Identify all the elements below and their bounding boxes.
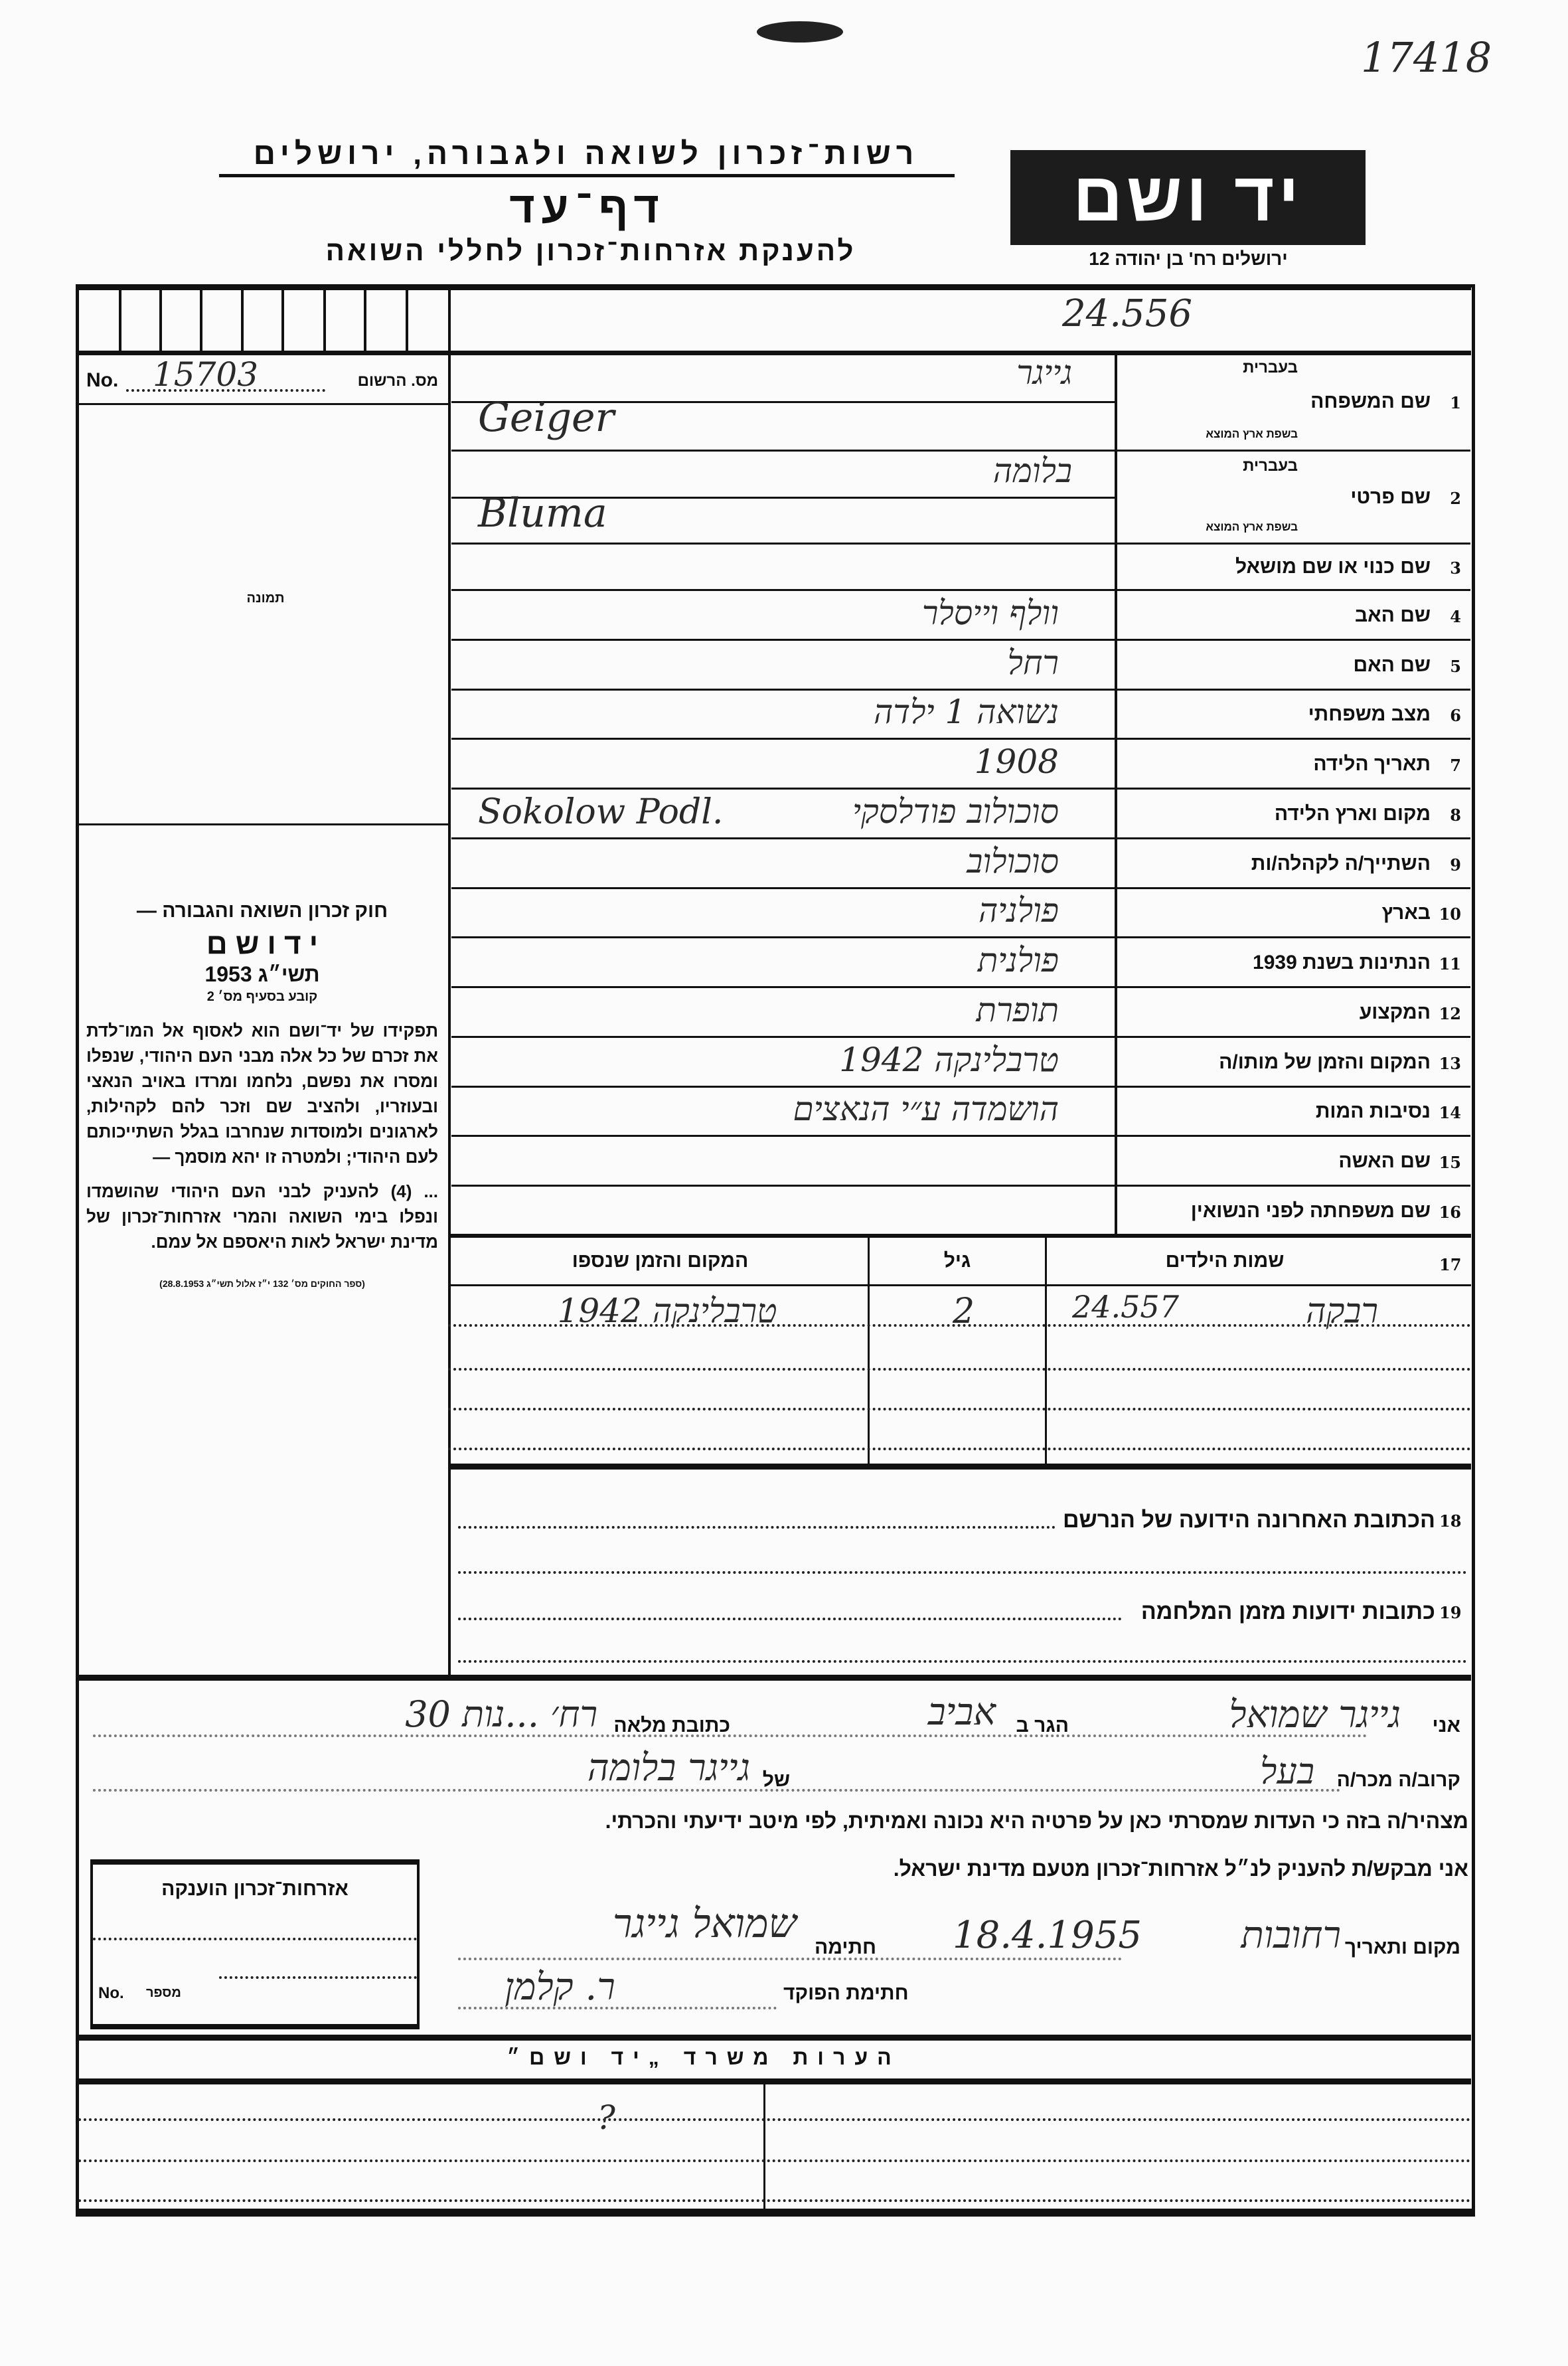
form-title: דף־עד — [509, 183, 666, 232]
place-date-label: מקום ותאריך — [1344, 1936, 1460, 1958]
logo-text: יד ושם — [1073, 159, 1303, 236]
full-address-label: כתובת מלאה — [613, 1715, 730, 1736]
registration-divider — [78, 403, 448, 405]
notes-header-border — [78, 2078, 1471, 2084]
field-value[interactable]: הושמדה ע״י הנאצים — [793, 1090, 1059, 1128]
i-label: אני — [1432, 1715, 1460, 1736]
hebrew-sublabel: בעברית — [1243, 457, 1298, 475]
field-number: 3 — [1450, 558, 1461, 578]
children-row-line — [448, 1448, 1471, 1450]
law-section: קובע בסעיף מס׳ 2 — [206, 989, 318, 1004]
field-row-2 — [451, 452, 1470, 545]
field-row-3 — [451, 545, 1470, 591]
children-row-line — [448, 1368, 1471, 1371]
notes-line[interactable] — [78, 2199, 1471, 2202]
law-heading: חוק זכרון השואה והגבורה — — [136, 900, 388, 922]
field-label: מקום וארץ הלידה — [1274, 802, 1431, 825]
children-header-age: גיל — [943, 1250, 971, 1272]
law-year: תשי״ג 1953 — [204, 962, 320, 986]
field-number: 14 — [1439, 1103, 1461, 1122]
office-notes-title: הערות משרד „יד ושם״ — [507, 2045, 901, 2069]
field-value[interactable]: נשואה 1 ילדה — [874, 693, 1059, 731]
yad-vashem-logo — [1010, 150, 1366, 245]
field-value[interactable]: תופרת — [976, 990, 1059, 1029]
code-box-divider — [241, 286, 244, 352]
law-name: י ד ו ש ם — [206, 928, 319, 960]
field-value[interactable]: פולניה — [978, 891, 1059, 930]
declarant-dotted-line — [93, 1734, 1368, 1737]
children-bottom-border — [448, 1464, 1471, 1470]
law-citation: (ספר החוקים מס׳ 132 י״ז אלול תשי״ג 28.8.1953) — [159, 1278, 365, 1289]
field-number: 16 — [1439, 1202, 1461, 1222]
field-value[interactable]: בלומה — [992, 452, 1072, 490]
citizenship-number-line — [219, 1976, 417, 1979]
wartime-addresses-field[interactable] — [458, 1618, 1122, 1620]
relation-line — [86, 1746, 1460, 1801]
field-row-11 — [451, 938, 1470, 988]
foreign-sublabel: בשפת ארץ המוצא — [1206, 428, 1298, 440]
field-value[interactable]: 1908 — [974, 742, 1059, 781]
field-label: תאריך הלידה — [1313, 752, 1431, 775]
code-box-divider — [364, 286, 366, 352]
ink-smudge — [757, 21, 843, 42]
children-header-place-time: המקום והזמן שנספו — [572, 1250, 749, 1272]
field-row-10 — [451, 889, 1470, 938]
address: ירושלים רח' בן יהודה 12 — [1089, 248, 1288, 269]
field-value[interactable]: סוכולוב פודלסקי — [852, 792, 1059, 831]
notes-mark: ? — [597, 2098, 615, 2137]
field-label: שם האשה — [1338, 1149, 1431, 1172]
citizenship-box — [90, 1859, 420, 2029]
form-subtitle: להענקת אזרחות־זכרון לחללי השואה — [325, 235, 856, 266]
field-label: בארץ — [1381, 902, 1431, 924]
hebrew-sublabel: בעברית — [1243, 359, 1298, 377]
header-underline — [219, 174, 955, 177]
of-label: של — [762, 1769, 790, 1791]
field-row-5 — [451, 641, 1470, 691]
field-value[interactable]: וולף וייסלר — [921, 593, 1059, 632]
field-label: מצב משפחתי — [1308, 703, 1431, 725]
field-row-8 — [451, 790, 1470, 839]
declaration-top-border — [78, 1675, 1471, 1681]
field-number: 12 — [1439, 1003, 1461, 1023]
code-box-divider — [281, 286, 284, 352]
field-value-foreign[interactable]: Geiger — [478, 394, 615, 441]
field-label: שם האם — [1353, 653, 1431, 676]
lives-in-label: הגר ב — [1016, 1715, 1069, 1736]
children-col-divider-1 — [868, 1236, 870, 1466]
field-value[interactable]: רחל — [1007, 643, 1059, 682]
children-row-line — [448, 1408, 1471, 1410]
children-col-divider-2 — [1045, 1236, 1047, 1466]
field-label: שם פרטי — [1350, 486, 1431, 508]
registration-no-label: No. — [86, 369, 119, 391]
wartime-addresses-num: 19 — [1439, 1603, 1462, 1622]
statement-1: מצהיר/ה בזה כי העדות שמסרתי כאן על פרטיה היא נכונה ואמיתית, לפי מיטב ידיעתי והכרתי. — [605, 1809, 1468, 1833]
children-header-names: שמות הילדים — [1165, 1250, 1285, 1272]
notes-top-border — [78, 2035, 1471, 2041]
declarant-address[interactable]: רח׳ ...נות 30 — [405, 1693, 597, 1735]
field-label: הנתינות בשנת 1939 — [1253, 951, 1431, 973]
signature-dotted-line — [458, 1958, 1122, 1960]
field-row-15 — [451, 1137, 1470, 1187]
field-row-7 — [451, 740, 1470, 790]
last-address-label: הכתובת האחרונה הידועה של הנרשם — [1062, 1507, 1435, 1533]
children-header-divider — [448, 1284, 1471, 1286]
relation-dotted-line — [93, 1789, 1341, 1792]
field-number: 1 — [1450, 393, 1461, 412]
last-address-field-2[interactable] — [458, 1571, 1467, 1574]
notes-divider — [763, 2082, 765, 2209]
declarant-signature[interactable]: שמואל גייגר — [612, 1901, 797, 1947]
officer-signature-label: חתימת הפוקד — [783, 1982, 909, 2004]
field-number: 11 — [1439, 954, 1461, 973]
citizenship-line — [93, 1938, 417, 1940]
registration-label: מס. הרשום — [357, 372, 438, 390]
field-number: 2 — [1450, 489, 1461, 508]
children-num: 17 — [1439, 1255, 1462, 1274]
field-number: 9 — [1450, 855, 1461, 875]
field-value[interactable]: סוכולוב — [967, 841, 1059, 881]
citizenship-no-label: No. — [98, 1984, 124, 2002]
field-label: שם כנוי או שם מושאל — [1235, 556, 1431, 578]
law-paragraph-1: תפקידו של יד־ושם הוא לאסוף אל המו־לדת את זכרם של כל אלה מבני העם היהודי, שנפלו ומסרו את נפשם, נלחמו ומרדו באויב הנאצי ובעוזריו, ולהציב שם וזכר להם לקהילות, לארגונים ולמוסדות שנחרבו בגלל השתייכותם לעם היהודי; ולמטרה זו יהא מוסמך — — [86, 1021, 438, 1167]
code-box-divider — [406, 286, 408, 352]
field-number: 15 — [1439, 1152, 1461, 1172]
date-value[interactable]: 18.4.1955 — [952, 1914, 1142, 1957]
page-id: 24.556 — [1062, 292, 1192, 335]
field-row-14 — [451, 1088, 1470, 1137]
relation-value[interactable]: בעל — [1260, 1750, 1314, 1792]
archive-number: 17418 — [1361, 33, 1492, 82]
notes-line[interactable] — [78, 2159, 1471, 2162]
foreign-sublabel: בשפת ארץ המוצא — [1206, 521, 1298, 533]
last-address-num: 18 — [1439, 1511, 1462, 1531]
notes-line[interactable] — [78, 2118, 1471, 2121]
field-value[interactable]: פולנית — [977, 940, 1059, 979]
wartime-addresses-field-2[interactable] — [458, 1660, 1467, 1663]
child-place-time: טרבלינקה 1942 — [557, 1292, 777, 1330]
code-box-divider — [119, 286, 121, 352]
field-row-13 — [451, 1038, 1470, 1088]
field-value-foreign[interactable]: Bluma — [478, 490, 607, 537]
authority-name: רשות־זכרון לשואה ולגבורה, ירושלים — [253, 136, 919, 171]
declarant-line — [86, 1691, 1460, 1746]
child-age: 2 — [953, 1292, 975, 1331]
field-label: שם האב — [1354, 604, 1431, 626]
field-number: 13 — [1439, 1053, 1461, 1073]
code-box-divider — [159, 286, 162, 352]
form-bottom-border — [76, 2209, 1474, 2215]
photo-divider — [78, 823, 448, 825]
field-row-16 — [451, 1187, 1470, 1236]
field-row-1 — [451, 353, 1470, 452]
photo-label: תמונה — [246, 591, 285, 606]
citizenship-number-label: מספר — [146, 1986, 181, 2000]
field-label: שם משפחתה לפני הנשואין — [1190, 1199, 1431, 1222]
relation-label: קרוב/ה מכר/ה — [1336, 1769, 1460, 1791]
citizenship-box-title: אזרחות־זכרון הוענקה — [161, 1878, 349, 1900]
registration-number: 15703 — [153, 355, 259, 394]
field-label: השתייך/ה לקהלה/ות — [1251, 852, 1431, 875]
field-number: 4 — [1450, 606, 1461, 626]
field-row-12 — [451, 988, 1470, 1038]
top-border — [78, 284, 1471, 290]
officer-signature[interactable]: ר. קלמן — [505, 1966, 615, 2009]
field-label: המקום והזמן של מותו/ה — [1219, 1051, 1431, 1073]
place-value[interactable]: רחובות — [1241, 1914, 1341, 1957]
law-excerpt — [86, 900, 438, 1289]
field-label: המקצוע — [1359, 1001, 1431, 1023]
wartime-addresses-label: כתובות ידועות מזמן המלחמה — [1140, 1599, 1435, 1624]
field-number: 8 — [1450, 805, 1461, 825]
field-label: שם המשפחה — [1310, 390, 1431, 412]
field-value-foreign[interactable]: Sokolow Podl. — [478, 792, 724, 832]
last-address-field[interactable] — [458, 1526, 1056, 1529]
field-number: 6 — [1450, 706, 1461, 725]
officer-dotted-line — [458, 2007, 777, 2009]
children-top-border — [448, 1234, 1471, 1238]
child-row — [448, 1289, 1471, 1331]
declarant-name[interactable]: גייגר שמואל — [1229, 1693, 1401, 1736]
statement-2: אני מבקש/ת להעניק לנ״ל אזרחות־זכרון מטעם מדינת ישראל. — [893, 1857, 1468, 1881]
signature-label: חתימה — [814, 1936, 876, 1958]
code-box-divider — [323, 286, 326, 352]
field-row-6 — [451, 691, 1470, 740]
code-box-divider — [200, 286, 202, 352]
field-number: 7 — [1450, 755, 1461, 775]
field-number: 10 — [1439, 904, 1461, 924]
field-row-4 — [451, 591, 1470, 641]
field-label: נסיבות המות — [1315, 1100, 1431, 1122]
field-row-9 — [451, 839, 1470, 889]
field-number: 5 — [1450, 656, 1461, 676]
child-name: רבקה — [1306, 1292, 1378, 1331]
field-value[interactable]: גייגר — [1016, 353, 1072, 392]
of-name-value[interactable]: גייגר בלומה — [587, 1746, 750, 1790]
declarant-city[interactable]: אביב — [927, 1691, 996, 1734]
law-paragraph-2: ... (4) להעניק לבני העם היהודי שהושמדו ונפלו בימי השואה והמרי אזרחות־זכרון של מדינת ישראל לאות היאספם אל עמם. — [86, 1181, 438, 1252]
child-ref: 24.557 — [1072, 1289, 1179, 1325]
field-value[interactable]: טרבלינקה 1942 — [839, 1040, 1059, 1079]
